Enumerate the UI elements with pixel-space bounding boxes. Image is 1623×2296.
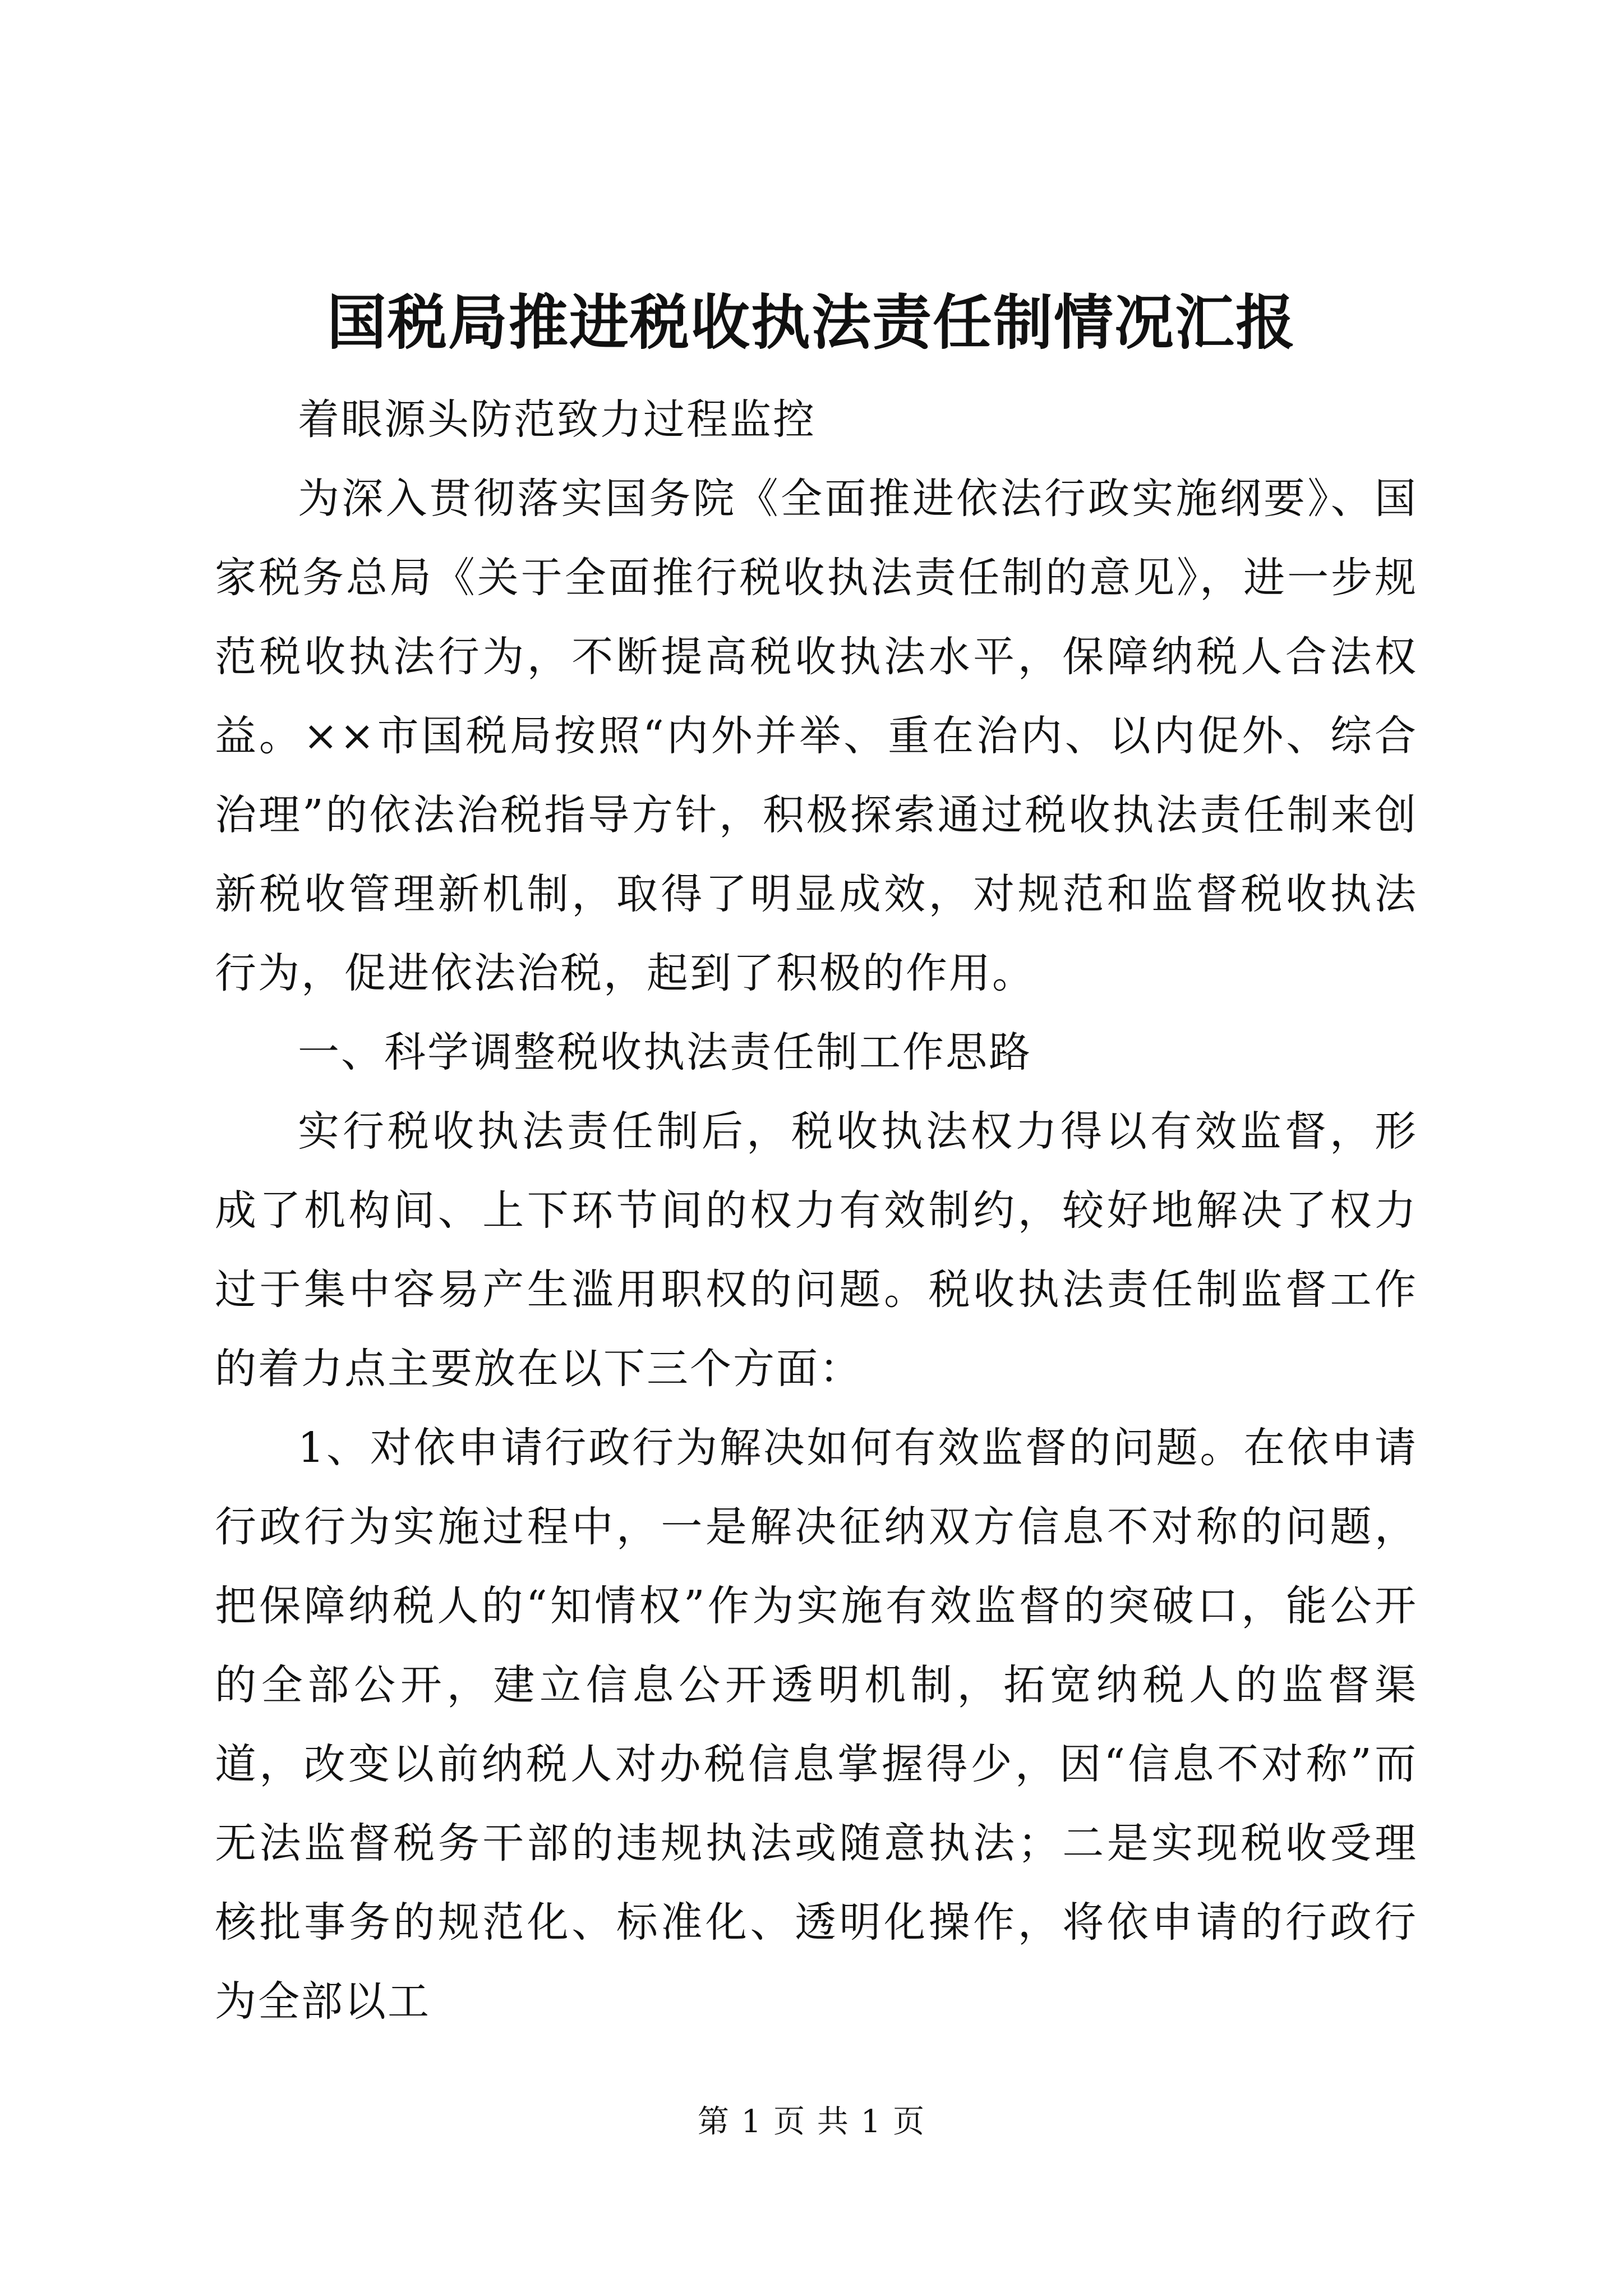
body-paragraph: 1、对依申请行政行为解决如何有效监督的问题。在依申请行政行为实施过程中，一是解决征纳双方信息不对称的问题，把保障纳税人的“知情权”作为实施有效监督的突破口，能公开的全部公开，建立信息公开透明机制，拓宽纳税人的监督渠道，改变以前纳税人对办税信息掌握得少，因“信息不对称”而无法监督税务干部的违规执法或随意执法；二是实现税收受理核批事务的规范化、标准化、透明化操作，将依申请的行政行为全部以工 [215, 1424, 1418, 2026]
document-title: 国税局推进税收执法责任制情况汇报 [327, 287, 1296, 357]
subtitle-paragraph: 着眼源头防范致力过程监控 [298, 395, 816, 444]
page-footer: 第 1 页 共 1 页 [697, 2104, 926, 2140]
section-heading: 一、科学调整税收执法责任制工作思路 [298, 1028, 1032, 1076]
body-paragraph: 实行税收执法责任制后，税收执法权力得以有效监督，形成了机构间、上下环节间的权力有效制约，较好地解决了权力过于集中容易产生滥用职权的问题。税收执法责任制监督工作的着力点主要放在以下三个方面： [215, 1107, 1418, 1393]
document-body [215, 380, 1418, 2041]
intro-paragraph: 为深入贯彻落实国务院《全面推进依法行政实施纲要》、国家税务总局《关于全面推行税收执法责任制的意见》，进一步规范税收执法行为，不断提高税收执法水平，保障纳税人合法权益。××市国税局按照“内外并举、重在治内、以内促外、综合治理”的依法治税指导方针，积极探索通过税收执法责任制来创新税收管理新机制，取得了明显成效，对规范和监督税收执法行为，促进依法治税，起到了积极的作用。 [215, 475, 1418, 997]
